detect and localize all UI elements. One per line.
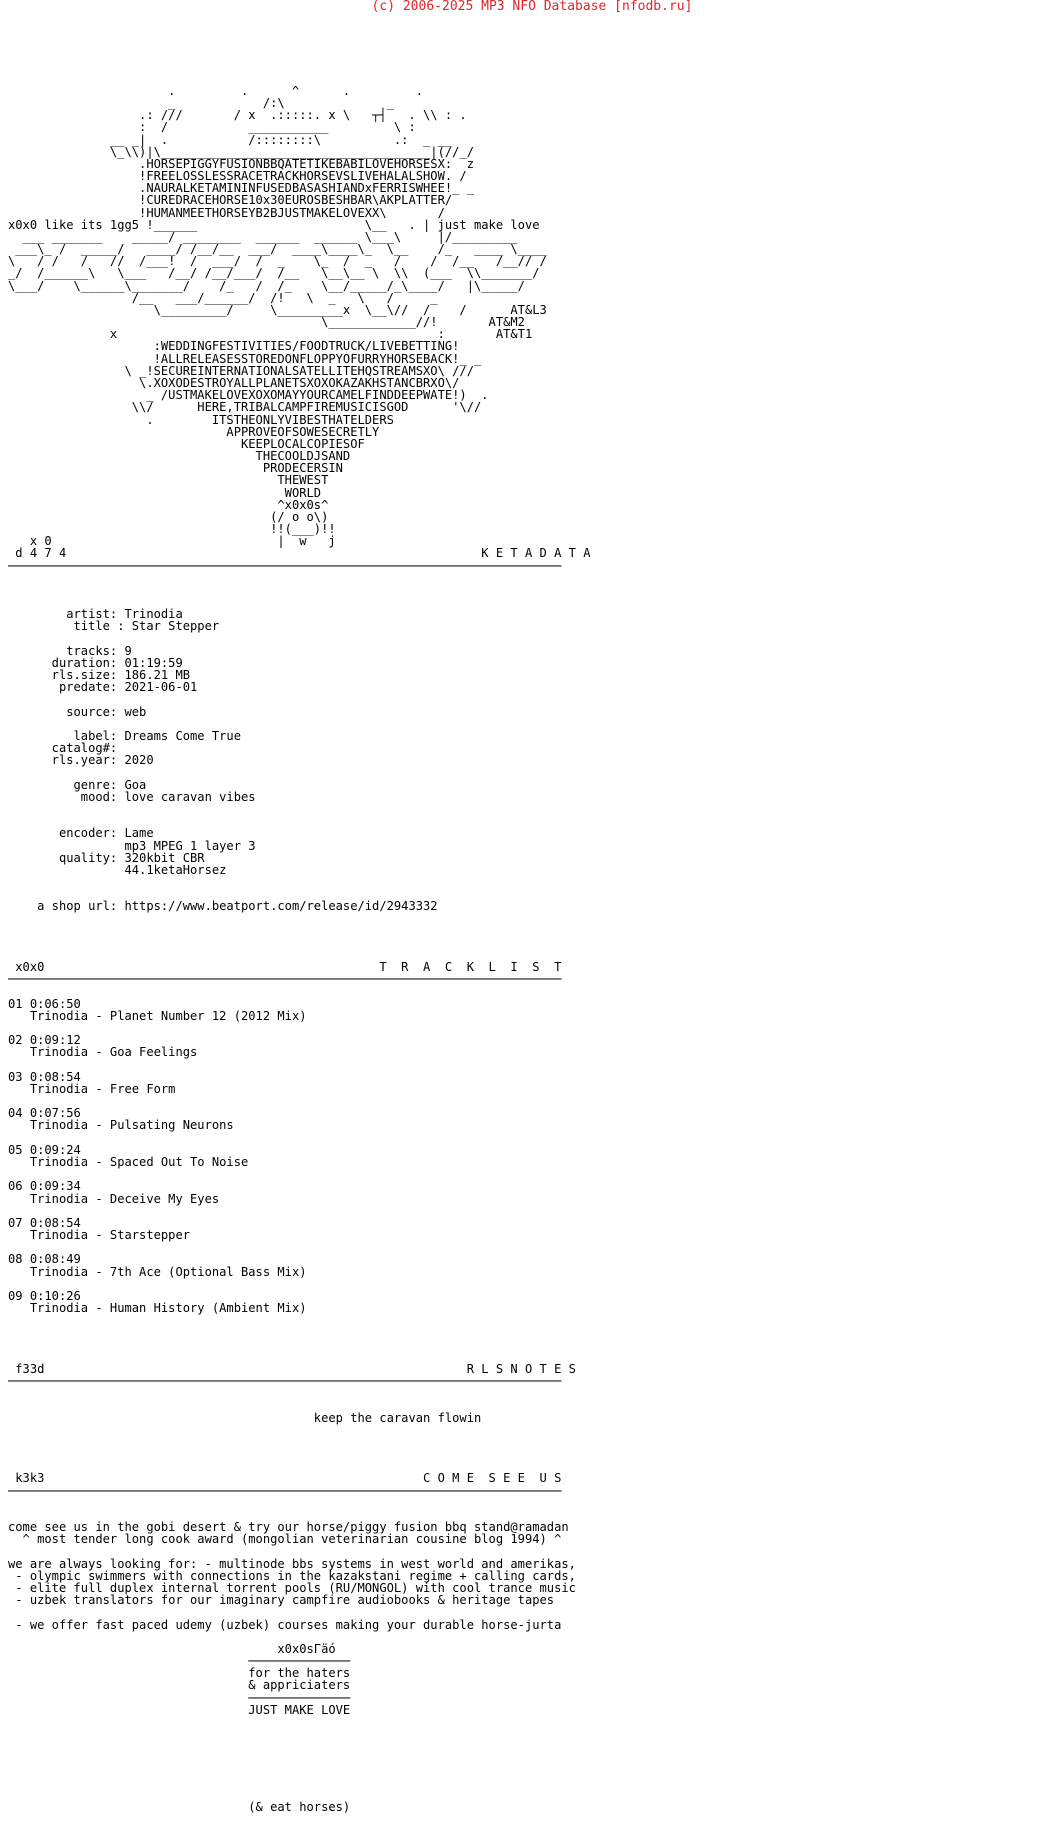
nfo-line: THEWEST [8,473,329,488]
nfo-line: title : Star Stepper [8,619,220,634]
nfo-line: & appriciaters [8,1678,351,1693]
nfo-line: : / ___________ \ : [8,120,416,135]
nfo-line: \_________/ \_________x \__\// / / AT&L3 [8,302,547,317]
nfo-line: ────────────── [8,1654,351,1669]
nfo-line: d 4 7 4 K E T A D A T A [8,546,591,561]
nfo-line: .: /// / x .:::::. x \ ┬┤ . \\ : . [8,108,467,123]
nfo-line: \____________//! AT&M2 [8,315,525,330]
nfo-line: __ _| . /::::::::\ .: _ __ [8,132,453,147]
nfo-line: :WEDDINGFESTIVITIES/FOODTRUCK/LIVEBETTING! [8,339,460,354]
nfo-line: (/ o o\) [8,509,329,524]
nfo-line: WORLD [8,485,322,500]
nfo-line: 06 0:09:34 [8,1179,81,1194]
nfo-line: we are always looking for: - multinode bbs systems in west world and amerikas, [8,1556,576,1571]
nfo-line: 07 0:08:54 [8,1215,81,1230]
nfo-line: 02 0:09:12 [8,1033,81,1048]
nfo-line: _/ /______\ \___ /__/ /__/___/ /__ \__\__ \ \\ (___ \\_______/ [8,266,540,281]
nfo-line: Trinodia - Spaced Out To Noise [8,1154,249,1169]
nfo-line: \\/ HERE,TRIBALCAMPFIREMUSICISGOD '\// [8,400,482,415]
nfo-line: come see us in the gobi desert & try our horse/piggy fusion bbq stand@ramadan [8,1520,569,1535]
nfo-line: \ / / / // /___! / ___/ / _ \_ / _ / / /__ /__// / [8,254,547,269]
nfo-line: .NAURALKETAMININFUSEDBASASHIANDxFERRISWHEE!_ _ [8,181,474,196]
nfo-line: ___ _______ _____/ ________ ______ ______ \___\ |/_________ [8,229,518,244]
nfo-line: x0x0sΓäó [8,1641,336,1656]
nfo-line: x 0 | w j [8,534,336,549]
nfo-line: for the haters [8,1666,351,1681]
nfo-line: 44.1ketaHorsez [8,862,227,877]
nfo-line: Trinodia - Human History (Ambient Mix) [8,1301,307,1316]
nfo-line: keep the caravan flowin [8,1410,482,1425]
nfo-line: Trinodia - Planet Number 12 (2012 Mix) [8,1008,307,1023]
nfo-line: - uzbek translators for our imaginary campfire audiobooks & heritage tapes [8,1593,555,1608]
nfo-line: f33d R L S N O T E S [8,1361,576,1376]
nfo-line: rls.year: 2020 [8,753,154,768]
nfo-line: mood: love caravan vibes [8,789,256,804]
nfo-line: _ /:\ _ [8,96,394,111]
nfo-line: ──────────────────────────────────────────────────────────────────────────── [8,972,562,987]
nfo-line: ___\_ / _____/ ____/ /__/__ ___/ ____\____\_ \__ /_ ____ \____ [8,242,547,257]
nfo-line: !ALLRELEASESSTOREDONFLOPPYOFURRYHORSEBACK!_ _ [8,351,482,366]
nfo-line: genre: Goa [8,777,147,792]
nfo-line: Trinodia - Free Form [8,1081,176,1096]
nfo-line: Trinodia - Starstepper [8,1228,191,1243]
nfo-line: quality: 320kbit CBR [8,850,205,865]
nfo-line: x0x0 like its 1gg5 !______ \__ . | just make love [8,217,540,232]
nfo-line: a shop url: https://www.beatport.com/release/id/2943332 [8,899,438,914]
nfo-line: mp3 MPEG 1 layer 3 [8,838,256,853]
nfo-line: 04 0:07:56 [8,1106,81,1121]
nfo-line: label: Dreams Come True [8,728,241,743]
nfo-line: 05 0:09:24 [8,1142,81,1157]
nfo-line: ────────────── [8,1690,351,1705]
nfo-line: - olympic swimmers with connections in the kazakstani regime + calling cards, [8,1568,576,1583]
nfo-line: THECOOLDJSAND [8,449,351,464]
nfo-line: \.XOXODESTROYALLPLANETSXOXOKAZAKHSTANCBRXO\/ [8,375,460,390]
nfo-line: . . ^ . . [8,83,424,98]
nfo-line: !FREELOSSLESSRACETRACKHORSEVSLIVEHALALSHOW. / [8,169,467,184]
nfo-line: (& eat horses) [8,1800,351,1815]
nfo-line: \ _!SECUREINTERNATIONALSATELLITEHQSTREAMSXO\ /// [8,363,474,378]
nfo-line: x0x0 T R A C K L I S T [8,960,562,975]
nfo-line: encoder: Lame [8,826,154,841]
nfo-line: !HUMANMEETHORSEYB2BJUSTMAKELOVEXX\ / [8,205,445,220]
site-header: (c) 2006-2025 MP3 NFO Database [nfodb.ru] [371,0,693,14]
nfo-line: Trinodia - 7th Ace (Optional Bass Mix) [8,1264,307,1279]
nfo-line: KEEPLOCALCOPIESOF [8,436,365,451]
nfo-line: catalog#: [8,741,118,756]
nfo-line: ^ most tender long cook award (mongolian veterinarian cousine blog 1994) ^ [8,1532,562,1547]
nfo-line: JUST MAKE LOVE [8,1702,351,1717]
nfo-text [8,24,590,1813]
nfo-line: 09 0:10:26 [8,1288,81,1303]
nfo-line: - we offer fast paced udemy (uzbek) courses making your durable horse-jurta [8,1617,562,1632]
nfo-line: source: web [8,704,147,719]
nfo-line: 03 0:08:54 [8,1069,81,1084]
nfo-line: Trinodia - Goa Feelings [8,1045,198,1060]
nfo-line: - elite full duplex internal torrent pools (RU/MONGOL) with cool trance music [8,1581,576,1595]
nfo-line: 08 0:08:49 [8,1252,81,1267]
nfo-line: 01 0:06:50 [8,996,81,1011]
nfo-line: k3k3 C O M E S E E U S [8,1471,562,1486]
nfo-line: duration: 01:19:59 [8,655,183,670]
nfo-line: \___/ \______\_______/ /_ / /_ \__/_____/_\____/ |\_____/ [8,278,525,293]
nfo-line: /__ ___/______/ /! \ _ \ / _ [8,290,438,305]
nfo-line: ^x0x0s^ [8,497,329,512]
nfo-line: ──────────────────────────────────────────────────────────────────────────── [8,558,562,573]
nfo-line: _ /USTMAKELOVEXOXOMAYYOURCAMELFINDDEEPWATE!) . [8,388,489,403]
nfo-line: ──────────────────────────────────────────────────────────────────────────── [8,1483,562,1498]
nfo-line: rls.size: 186.21 MB [8,668,191,683]
nfo-line: x : AT&T1 [8,327,533,342]
nfo-line: Trinodia - Pulsating Neurons [8,1118,234,1133]
nfo-line: ──────────────────────────────────────────────────────────────────────────── [8,1374,562,1389]
nfo-line: !!(___)!! [8,522,336,537]
nfo-line: PRODECERSIN [8,461,343,476]
nfo-line: predate: 2021-06-01 [8,680,198,695]
nfo-line: APPROVEOFSOWESECRETLY [8,424,380,439]
nfo-line: . ITSTHEONLYVIBESTHATELDERS [8,412,394,427]
nfo-line: .HORSEPIGGYFUSIONBBQATETIKEBABILOVEHORSESX: z [8,156,474,171]
nfo-line: artist: Trinodia [8,607,183,622]
nfo-line: tracks: 9 [8,643,132,658]
nfo-line: !CUREDRACEHORSE10x30EUROSBESHBAR\AKPLATTER/ [8,193,453,208]
nfo-line: Trinodia - Deceive My Eyes [8,1191,220,1206]
nfo-line: \_\\)|\_____________________________________|(//_/ [8,144,474,159]
